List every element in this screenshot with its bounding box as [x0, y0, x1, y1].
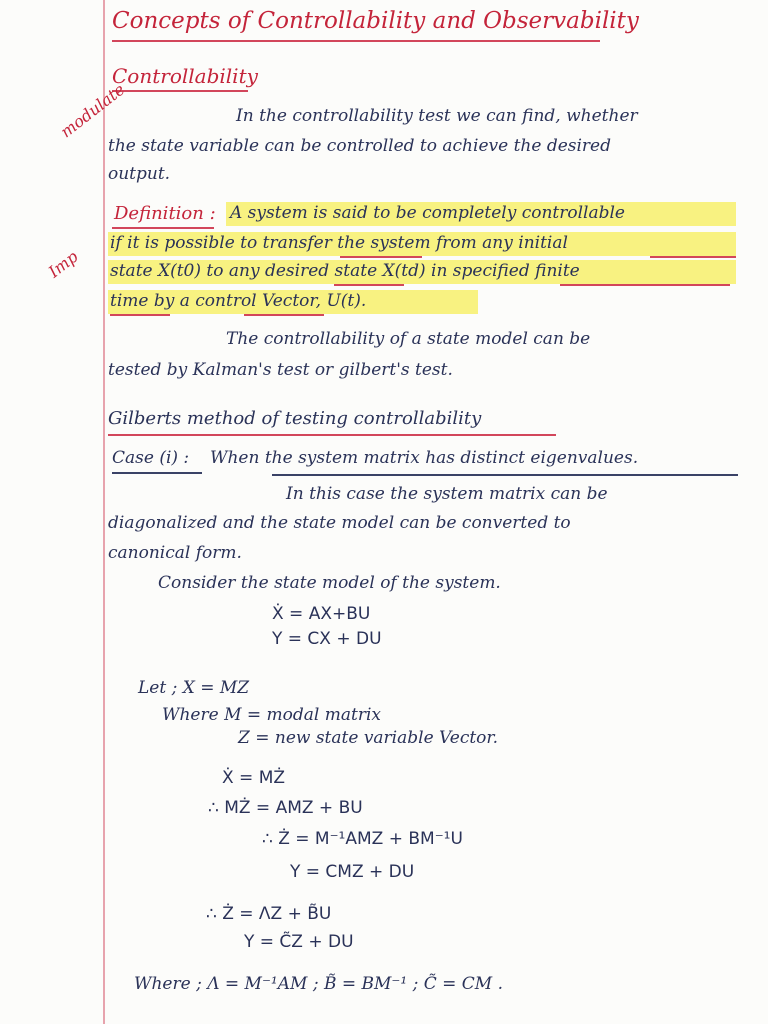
desired-underline [334, 284, 404, 286]
tested-line-2: tested by Kalman's test or gilbert's test. [108, 360, 453, 380]
tested-line-1: The controllability of a state model can be [226, 329, 591, 349]
gilbert-heading: Gilberts method of testing controllability [108, 408, 482, 429]
case-text-underline [272, 474, 738, 476]
equation-5: ∴ Ż = M⁻¹AMZ + BM⁻¹U [262, 829, 463, 849]
section-heading-underline [112, 90, 248, 92]
equation-8: Y = C̃Z + DU [244, 932, 354, 952]
consider-line: Consider the state model of the system. [158, 573, 501, 593]
case-text: When the system matrix has distinct eigenvalues. [210, 448, 639, 468]
equation-6: Y = CMZ + DU [290, 862, 415, 882]
equation-7: ∴ Ż = ΛZ + B̃U [206, 904, 332, 924]
definition-line-4: time by a control Vector, U(t). [110, 291, 367, 311]
case-label: Case (i) : [112, 448, 190, 468]
where-modal: Where M = modal matrix [162, 705, 381, 725]
margin-line [103, 0, 105, 1024]
case-para-line-3: canonical form. [108, 543, 242, 563]
page-title: Concepts of Controllability and Observability [112, 8, 639, 34]
case-para-line-1: In this case the system matrix can be [286, 484, 608, 504]
case-para-line-2: diagonalized and the state model can be converted to [108, 513, 571, 533]
equation-4: ∴ MŻ = AMZ + BU [208, 798, 363, 818]
time-underline [110, 314, 170, 316]
equation-2: Y = CX + DU [272, 629, 382, 649]
definition-label: Definition : [114, 203, 216, 224]
where-definitions: Where ; Λ = M⁻¹AM ; B̃ = BM⁻¹ ; C̃ = CM . [134, 974, 503, 994]
transfer-underline [340, 256, 422, 258]
case-label-underline [112, 472, 202, 474]
initial-underline [650, 256, 736, 258]
gilbert-heading-underline [108, 434, 556, 436]
definition-label-underline [112, 227, 214, 229]
intro-line-1: In the controllability test we can find, whether [236, 106, 638, 126]
intro-line-3: output. [108, 164, 171, 184]
section-heading: Controllability [112, 64, 258, 88]
definition-line-1: A system is said to be completely controllable [230, 203, 625, 223]
where-new-state: Z = new state variable Vector. [238, 728, 499, 748]
definition-line-2: if it is possible to transfer the system from any initial [110, 233, 568, 253]
specified-finite-underline [560, 284, 730, 286]
title-underline [112, 40, 600, 42]
intro-line-2: the state variable can be controlled to achieve the desired [108, 136, 611, 156]
side-note-modulate: modulate [56, 79, 129, 142]
let-line: Let ; X = MZ [138, 678, 250, 698]
control-underline [244, 314, 324, 316]
equation-3: Ẋ = MŻ [222, 768, 286, 788]
side-note-imp: Imp [44, 246, 82, 282]
definition-line-3: state X(t0) to any desired state X(td) in specified finite [110, 261, 580, 281]
equation-1: Ẋ = AX+BU [272, 604, 371, 624]
